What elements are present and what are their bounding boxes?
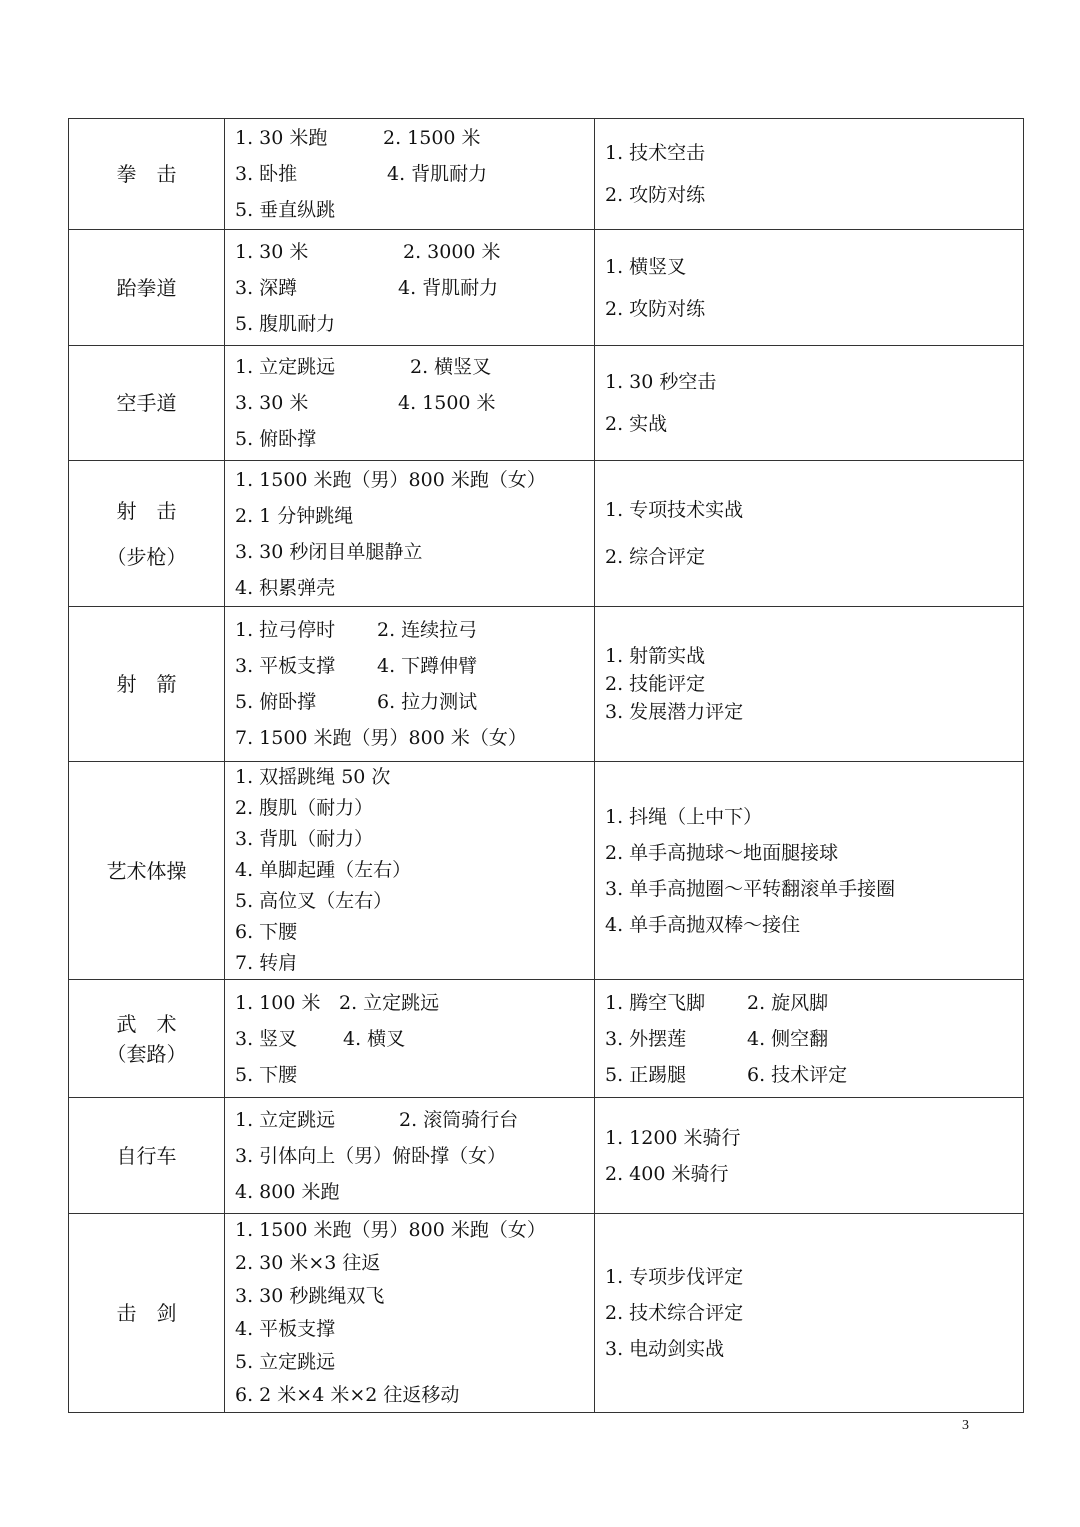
skill-test-item: 3. 发展潜力评定 [605, 701, 744, 723]
skill-test-item: 4. 侧空翻 [747, 1027, 829, 1050]
fitness-test-item: 6. 拉力测试 [377, 691, 478, 713]
skill-tests-cell [595, 607, 1024, 762]
fitness-tests-cell [225, 119, 595, 230]
sport-name: 射 击 [116, 498, 177, 523]
sport-name: 武 术 [116, 1011, 177, 1036]
fitness-test-line [235, 385, 594, 421]
skill-test-line [605, 361, 1023, 403]
skill-test-item: 4. 单手高抛双棒～接住 [605, 913, 801, 936]
fitness-test-item: 5. 下腰 [235, 1063, 298, 1086]
fitness-test-item: 2. 立定跳远 [339, 991, 440, 1014]
fitness-test-line [235, 234, 594, 270]
fitness-test-line [235, 1057, 594, 1093]
fitness-test-item: 2. 1 分钟跳绳 [235, 504, 354, 527]
fitness-test-line [235, 762, 594, 793]
skill-tests-cell [595, 119, 1024, 230]
fitness-test-line [235, 855, 594, 886]
fitness-test-item: 3. 深蹲 [235, 276, 298, 299]
fitness-test-item: 1. 1500 米跑（男）800 米跑（女） [235, 468, 546, 491]
sport-name-cell [69, 346, 225, 461]
skill-test-item: 1. 专项步伐评定 [605, 1266, 744, 1288]
skill-test-item: 1. 专项技术实战 [605, 498, 744, 521]
fitness-test-item: 2. 腹肌（耐力） [235, 797, 374, 819]
fitness-test-item: 4. 横叉 [343, 1027, 406, 1050]
skill-test-item: 2. 技术综合评定 [605, 1302, 744, 1324]
fitness-test-item: 1. 100 米 [235, 991, 321, 1014]
sport-name-cell [69, 461, 225, 607]
sport-name-cell [69, 980, 225, 1098]
skill-test-item: 3. 电动剑实战 [605, 1338, 725, 1360]
skill-test-item: 2. 攻防对练 [605, 297, 706, 320]
fitness-test-line [235, 192, 594, 228]
fitness-tests-cell [225, 461, 595, 607]
fitness-test-line [235, 1214, 594, 1247]
fitness-test-item: 5. 立定跳远 [235, 1351, 336, 1373]
skill-test-item: 2. 技能评定 [605, 673, 706, 695]
table-row [69, 980, 1024, 1098]
fitness-test-line [235, 1247, 594, 1280]
fitness-test-line [235, 886, 594, 917]
fitness-test-item: 1. 立定跳远 [235, 356, 336, 378]
fitness-test-item: 7. 1500 米跑（男）800 米（女） [235, 727, 527, 749]
fitness-test-item: 1. 立定跳远 [235, 1108, 336, 1131]
fitness-test-item: 5. 腹肌耐力 [235, 312, 336, 335]
fitness-test-item: 4. 背肌耐力 [387, 163, 488, 185]
fitness-test-item: 3. 30 米 [235, 392, 309, 414]
fitness-test-item: 7. 转肩 [235, 952, 298, 974]
fitness-tests-cell [225, 346, 595, 461]
fitness-test-item: 6. 下腰 [235, 921, 298, 943]
skill-test-item: 2. 单手高抛球～地面腿接球 [605, 841, 839, 864]
fitness-test-line [235, 612, 594, 648]
skill-test-item: 3. 单手高抛圈～平转翻滚单手接圈 [605, 877, 896, 900]
skill-test-item: 1. 横竖叉 [605, 255, 687, 278]
page-number: 3 [962, 1418, 969, 1433]
fitness-test-item: 3. 竖叉 [235, 1027, 298, 1050]
fitness-test-item: 2. 30 米×3 往返 [235, 1252, 381, 1274]
fitness-test-line [235, 1174, 594, 1210]
skill-tests-cell [595, 1098, 1024, 1214]
fitness-test-item: 4. 800 米跑 [235, 1180, 340, 1203]
fitness-test-item: 3. 引体向上（男）俯卧撑（女） [235, 1144, 507, 1167]
fitness-tests-cell [225, 1098, 595, 1214]
fitness-test-item: 4. 单脚起踵（左右） [235, 859, 412, 881]
skill-test-item: 1. 抖绳（上中下） [605, 805, 763, 828]
sport-name: 自行车 [116, 1143, 177, 1168]
fitness-test-line [235, 824, 594, 855]
fitness-test-line [235, 1138, 594, 1174]
skill-test-item: 2. 攻防对练 [605, 184, 706, 206]
skill-tests-cell [595, 461, 1024, 607]
skill-test-line [605, 1120, 1023, 1156]
table-row [69, 119, 1024, 230]
fitness-test-item: 5. 高位叉（左右） [235, 890, 393, 912]
skill-test-line [605, 1295, 1023, 1331]
sport-name-cell [69, 607, 225, 762]
fitness-test-item: 5. 俯卧撑 [235, 691, 317, 713]
fitness-test-line [235, 1379, 594, 1412]
assessment-table [68, 118, 1024, 1413]
fitness-test-line [235, 1280, 594, 1313]
sport-name-cell [69, 1214, 225, 1413]
sport-name: （步枪） [106, 544, 187, 569]
fitness-test-line [235, 120, 594, 156]
skill-test-line [605, 403, 1023, 445]
skill-test-item: 1. 腾空飞脚 [605, 991, 706, 1014]
fitness-tests-cell [225, 980, 595, 1098]
fitness-test-line [235, 1021, 594, 1057]
skill-test-line [605, 1021, 1023, 1057]
fitness-test-item: 2. 滚筒骑行台 [399, 1108, 519, 1131]
fitness-test-item: 4. 平板支撑 [235, 1318, 336, 1340]
fitness-test-item: 1. 拉弓停时 [235, 619, 336, 641]
fitness-tests-cell [225, 1214, 595, 1413]
skill-test-line [605, 487, 1023, 534]
sport-name: 艺术体操 [106, 858, 187, 883]
fitness-test-line [235, 421, 594, 457]
fitness-tests-cell [225, 607, 595, 762]
sport-name: 击 剑 [116, 1301, 177, 1325]
skill-test-item: 1. 射箭实战 [605, 645, 706, 667]
fitness-test-line [235, 498, 594, 534]
sport-name: 拳 击 [116, 162, 177, 186]
sport-name: （套路） [106, 1041, 187, 1066]
fitness-test-line [235, 985, 594, 1021]
skill-test-line [605, 1259, 1023, 1295]
skill-test-line [605, 1156, 1023, 1192]
fitness-tests-cell [225, 230, 595, 346]
sport-name-cell [69, 1098, 225, 1214]
fitness-test-line [235, 534, 594, 570]
table-row [69, 762, 1024, 980]
skill-test-line [605, 799, 1023, 835]
fitness-test-item: 3. 30 秒闭目单腿静立 [235, 540, 423, 563]
fitness-test-item: 2. 3000 米 [403, 240, 501, 263]
skill-test-line [605, 698, 1023, 726]
skill-test-item: 1. 1200 米骑行 [605, 1126, 741, 1149]
fitness-test-line [235, 570, 594, 606]
fitness-test-item: 1. 30 米跑 [235, 127, 328, 149]
skill-test-line [605, 907, 1023, 943]
skill-test-line [605, 985, 1023, 1021]
sport-name-cell [69, 230, 225, 346]
fitness-test-line [235, 306, 594, 342]
skill-test-line [605, 174, 1023, 216]
fitness-test-item: 3. 卧推 [235, 163, 298, 185]
sport-name-cell [69, 762, 225, 980]
table-row [69, 1098, 1024, 1214]
fitness-test-item: 6. 2 米×4 米×2 往返移动 [235, 1384, 460, 1406]
fitness-test-line [235, 156, 594, 192]
fitness-tests-cell [225, 762, 595, 980]
skill-test-item: 6. 技术评定 [747, 1063, 848, 1086]
fitness-test-item: 4. 1500 米 [398, 392, 496, 414]
fitness-test-item: 4. 下蹲伸臂 [377, 655, 478, 677]
fitness-test-item: 3. 平板支撑 [235, 655, 336, 677]
fitness-test-item: 3. 背肌（耐力） [235, 828, 374, 850]
skill-test-item: 2. 旋风脚 [747, 991, 829, 1014]
table-row [69, 346, 1024, 461]
fitness-test-line [235, 1102, 594, 1138]
skill-test-line [605, 1331, 1023, 1367]
skill-test-line [605, 288, 1023, 330]
fitness-test-item: 3. 30 秒跳绳双飞 [235, 1285, 385, 1307]
skill-test-item: 2. 400 米骑行 [605, 1162, 729, 1185]
skill-test-item: 2. 综合评定 [605, 545, 706, 568]
fitness-test-line [235, 462, 594, 498]
fitness-test-line [235, 1346, 594, 1379]
fitness-test-line [235, 684, 594, 720]
skill-test-line [605, 1057, 1023, 1093]
sport-name: 空手道 [116, 391, 177, 415]
skill-test-item: 5. 正踢腿 [605, 1063, 687, 1086]
skill-tests-cell [595, 1214, 1024, 1413]
table-row [69, 461, 1024, 607]
skill-test-line [605, 670, 1023, 698]
skill-test-line [605, 534, 1023, 581]
fitness-test-line [235, 917, 594, 948]
skill-test-line [605, 246, 1023, 288]
fitness-test-line [235, 948, 594, 979]
table-row [69, 1214, 1024, 1413]
sport-name: 跆拳道 [116, 275, 177, 300]
fitness-test-line [235, 793, 594, 824]
skill-tests-cell [595, 230, 1024, 346]
fitness-test-line [235, 648, 594, 684]
skill-test-line [605, 132, 1023, 174]
fitness-test-item: 1. 30 米 [235, 240, 309, 263]
fitness-test-line [235, 349, 594, 385]
sport-name: 射 箭 [116, 672, 177, 696]
skill-test-line [605, 642, 1023, 670]
fitness-test-item: 5. 垂直纵跳 [235, 199, 336, 221]
skill-test-line [605, 871, 1023, 907]
fitness-test-item: 4. 积累弹壳 [235, 576, 336, 599]
fitness-test-item: 5. 俯卧撑 [235, 428, 317, 450]
skill-test-item: 1. 技术空击 [605, 142, 706, 164]
fitness-test-line [235, 270, 594, 306]
table-row [69, 607, 1024, 762]
fitness-test-item: 2. 1500 米 [383, 127, 481, 149]
fitness-test-item: 2. 连续拉弓 [377, 619, 478, 641]
fitness-test-item: 4. 背肌耐力 [398, 276, 499, 299]
skill-test-line [605, 835, 1023, 871]
fitness-test-item: 2. 横竖叉 [410, 356, 492, 378]
skill-test-item: 2. 实战 [605, 413, 668, 435]
fitness-test-line [235, 1313, 594, 1346]
skill-tests-cell [595, 980, 1024, 1098]
sport-name-cell [69, 119, 225, 230]
fitness-test-item: 1. 双摇跳绳 50 次 [235, 766, 391, 788]
skill-test-item: 1. 30 秒空击 [605, 371, 717, 393]
table-row [69, 230, 1024, 346]
skill-tests-cell [595, 346, 1024, 461]
skill-tests-cell [595, 762, 1024, 980]
fitness-test-line [235, 720, 594, 756]
skill-test-item: 3. 外摆莲 [605, 1027, 687, 1050]
fitness-test-item: 1. 1500 米跑（男）800 米跑（女） [235, 1219, 546, 1241]
